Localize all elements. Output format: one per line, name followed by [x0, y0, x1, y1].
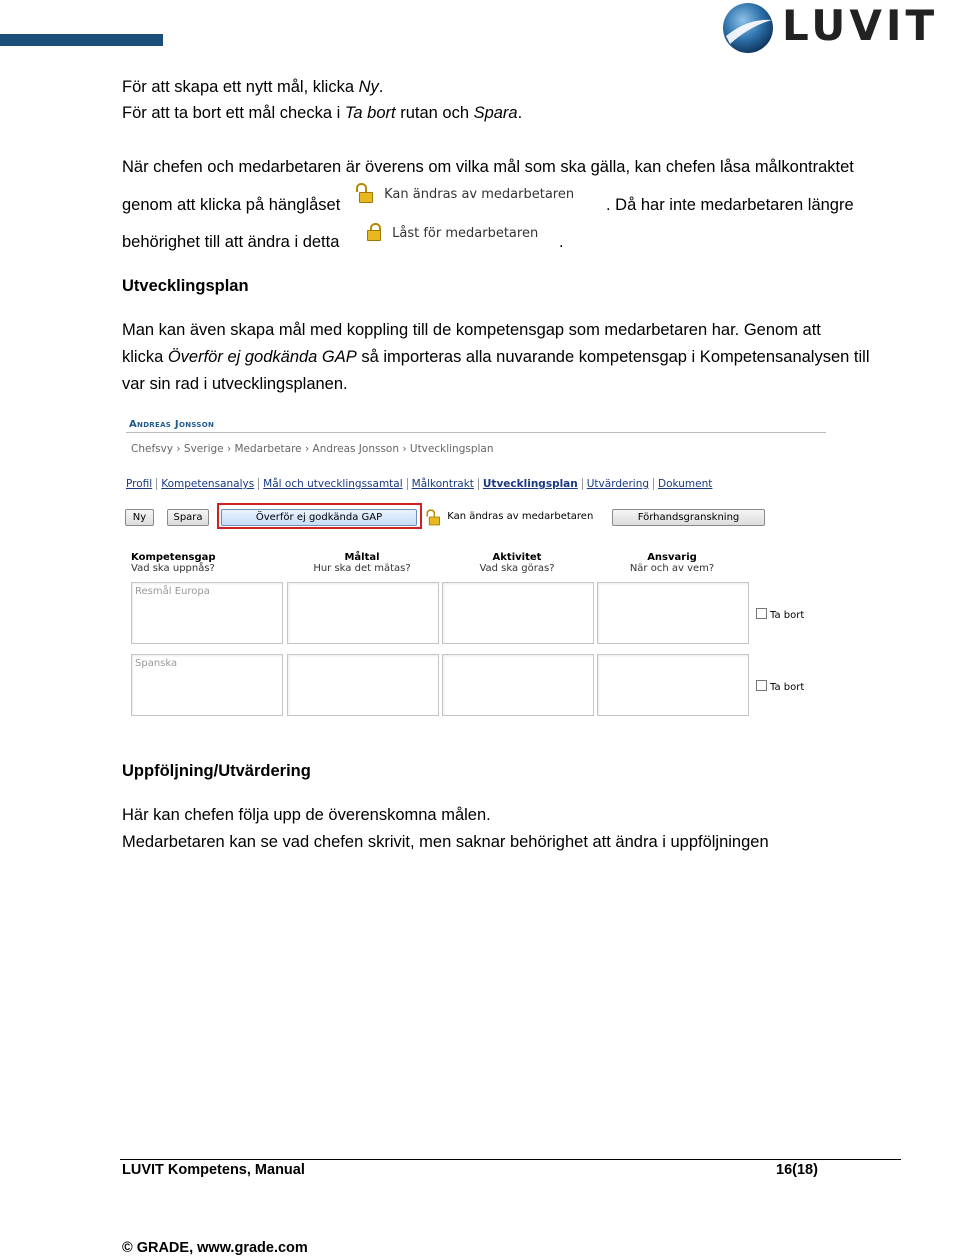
- footer-title: LUVIT Kompetens, Manual: [122, 1162, 305, 1178]
- utvecklingsplan-screenshot: [122, 412, 842, 722]
- uppfoljning-line2: Medarbetaren kan se vad chefen skrivit, men saknar behörighet att ändra i uppföljningen: [122, 833, 769, 851]
- column-header-kompetensgap: Kompetensgap Vad ska uppnås?: [131, 552, 216, 574]
- tab-dokument[interactable]: Dokument: [658, 478, 713, 490]
- maltal-field[interactable]: [287, 582, 439, 644]
- tab-utvardering[interactable]: Utvärdering: [583, 478, 654, 490]
- lock-paragraph-line3a: behörighet till att ändra i detta: [122, 233, 340, 251]
- lock-paragraph-line2b: . Då har inte medarbetaren längre: [606, 196, 854, 214]
- aktivitet-field[interactable]: [442, 654, 594, 716]
- aktivitet-field[interactable]: [442, 582, 594, 644]
- employee-name: Andreas Jonsson: [129, 419, 215, 430]
- closed-padlock-icon: [366, 223, 380, 239]
- column-header-maltal: Måltal Hur ska det mätas?: [313, 552, 411, 574]
- lock-status-label: Kan ändras av medarbetaren: [447, 511, 594, 522]
- heading-utvecklingsplan: Utvecklingsplan: [122, 277, 249, 295]
- unlocked-status-label: Kan ändras av medarbetaren: [384, 187, 575, 202]
- lock-paragraph-line2a: genom att klicka på hänglåset: [122, 196, 341, 214]
- divider: [126, 432, 826, 433]
- page-number: 16(18): [776, 1162, 818, 1178]
- footer-divider: [120, 1159, 901, 1160]
- tab-profil[interactable]: Profil: [126, 478, 157, 490]
- remove-checkbox[interactable]: Ta bort: [756, 680, 804, 693]
- copyright: © GRADE, www.grade.com: [122, 1240, 308, 1256]
- tab-kompetensanalys[interactable]: Kompetensanalys: [157, 478, 259, 490]
- open-padlock-icon: [428, 511, 439, 524]
- ansvarig-field[interactable]: [597, 582, 749, 644]
- instruction-new-goal: För att skapa ett nytt mål, klicka Ny.: [122, 78, 384, 96]
- unlocked-status-image: [358, 185, 574, 201]
- utvecklingsplan-line2: klicka Överför ej godkända GAP så importeras alla nuvarande kompetensgap i Kompetensanalysen till: [122, 348, 870, 366]
- locked-status-image: [366, 223, 538, 239]
- column-header-ansvarig: Ansvarig När och av vem?: [629, 552, 715, 574]
- column-header-aktivitet: Aktivitet Vad ska göras?: [479, 552, 555, 574]
- tab-mal-och-utvecklingssamtal[interactable]: Mål och utvecklingssamtal: [259, 478, 407, 490]
- luvit-logo: [720, 0, 960, 56]
- tab-bar: [126, 478, 716, 490]
- new-button[interactable]: Ny: [125, 509, 154, 526]
- lock-paragraph-line3b: .: [559, 233, 564, 251]
- gap-field[interactable]: Spanska: [131, 654, 283, 716]
- logo-text: LUVIT: [782, 1, 939, 50]
- tab-utvecklingsplan[interactable]: Utvecklingsplan: [479, 478, 583, 490]
- open-padlock-icon: [358, 185, 372, 201]
- locked-status-label: Låst för medarbetaren: [392, 226, 539, 241]
- uppfoljning-line1: Här kan chefen följa upp de överenskomna målen.: [122, 806, 491, 824]
- maltal-field[interactable]: [287, 654, 439, 716]
- transfer-gap-button[interactable]: Överför ej godkända GAP: [221, 509, 417, 526]
- utvecklingsplan-line1: Man kan även skapa mål med koppling till de kompetensgap som medarbetaren har. Genom att: [122, 321, 821, 339]
- ansvarig-field[interactable]: [597, 654, 749, 716]
- remove-checkbox[interactable]: Ta bort: [756, 608, 804, 621]
- instruction-remove-goal: För att ta bort ett mål checka i Ta bort rutan och Spara.: [122, 104, 523, 122]
- luvit-logo-icon: [720, 0, 776, 56]
- utvecklingsplan-line3: var sin rad i utvecklingsplanen.: [122, 375, 348, 393]
- preview-button[interactable]: Förhandsgranskning: [612, 509, 765, 526]
- gap-field[interactable]: Resmål Europa: [131, 582, 283, 644]
- breadcrumb: Chefsvy › Sverige › Medarbetare › Andreas Jonsson › Utvecklingsplan: [131, 443, 494, 455]
- tab-malkontrakt[interactable]: Målkontrakt: [408, 478, 479, 490]
- heading-uppfoljning: Uppföljning/Utvärdering: [122, 762, 311, 780]
- save-button[interactable]: Spara: [167, 509, 209, 526]
- lock-toggle[interactable]: [428, 511, 593, 527]
- lock-paragraph-line1: När chefen och medarbetaren är överens om vilka mål som ska gälla, kan chefen låsa målkontraktet: [122, 158, 854, 176]
- header-accent-bar: [0, 34, 163, 46]
